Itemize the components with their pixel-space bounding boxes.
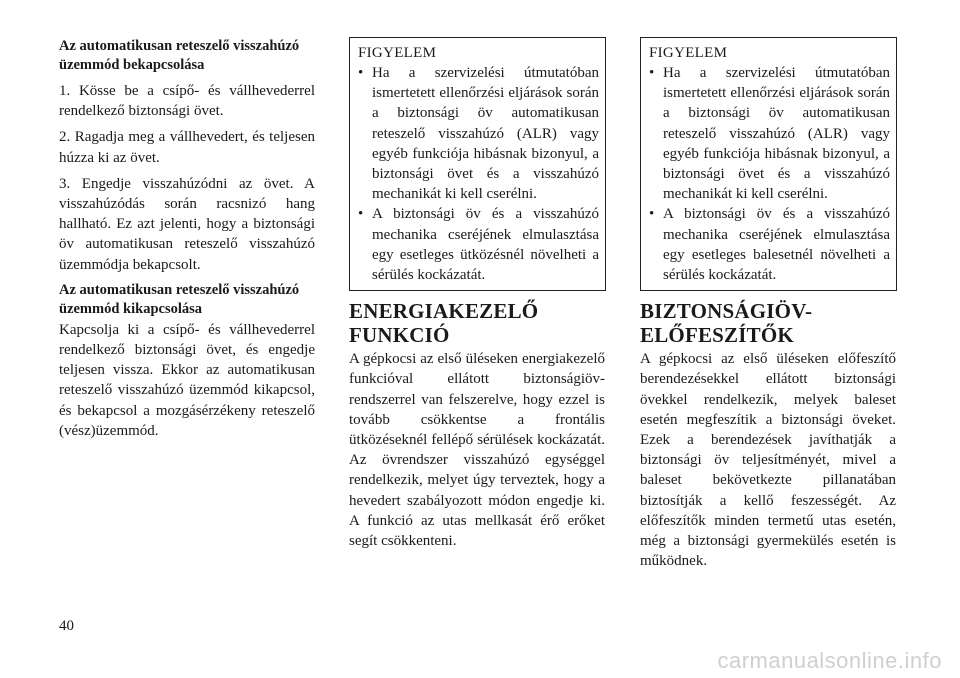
warning-item-text: Ha a szervizelési útmutatóban ismertetett ellenőrzési eljárások során a biztonsági öv automatikusan reteszelő visszahúzó (ALR) vagy egyéb funkciója hibásnak bizonyul, a biztonsági övet és a visszahúzó mechanikát ki kell cserélni. xyxy=(663,65,890,203)
warning-item-text: A biztonsági öv és a visszahúzó mechanika cseréjének elmulasztása egy esetleges balesetnél növelheti a sérülés kockázatát. xyxy=(663,206,890,284)
warning-item xyxy=(358,204,599,285)
section-heading-energy: ENERGIAKEZELŐ FUNKCIÓ xyxy=(349,299,539,348)
bullet: • xyxy=(649,65,655,81)
middle-column xyxy=(349,37,605,557)
warning-item-text: Ha a szervizelési útmutatóban ismertetett ellenőrzési eljárások során a biztonsági öv automatikusan reteszelő visszahúzó (ALR) vagy egyéb funkciója hibásnak bizonyul, a biztonsági övet és a visszahúzó mechanikát ki kell cserélni. xyxy=(372,65,599,203)
section-heading-alr-off: Az automatikusan reteszelő visszahúzó üzemmód kikapcsolása xyxy=(59,281,300,317)
warning-box xyxy=(640,37,897,291)
section-heading-alr-on: Az automatikusan reteszelő visszahúzó üzemmód bekapcsolása xyxy=(59,38,300,73)
step-1: 1. Kösse be a csípő- és vállhevederrel rendelkező biztonsági övet. xyxy=(59,83,315,120)
bullet: • xyxy=(358,206,364,223)
warning-item xyxy=(358,63,599,204)
alr-off-paragraph: Kapcsolja ki a csípő- és vállhevederrel rendelkező biztonsági övet, és engedje teljesen vissza. Ekkor az automatikusan reteszelő visszahúzó üzemmód kikapcsol, és bekapcsol a mozgásérzékeny reteszelő (vész)üzemmód. xyxy=(59,321,315,439)
warning-list xyxy=(358,63,599,285)
warning-item xyxy=(649,63,890,204)
step-3: 3. Engedje visszahúzódni az övet. A visszahúzódás során racsnizó hang hallható. Ez azt jelenti, hogy a biztonsági öv automatikusan reteszelő visszahúzó üzemmódja bekapcsolt. xyxy=(59,175,315,273)
bullet: • xyxy=(358,65,364,81)
warning-item-text: A biztonsági öv és a visszahúzó mechanika cseréjének elmulasztása egy esetleges ütközésnél növelheti a sérülés kockázatát. xyxy=(372,206,599,284)
warning-box xyxy=(349,37,606,291)
left-column xyxy=(59,37,315,447)
warning-title: FIGYELEM xyxy=(649,45,728,61)
step-2: 2. Ragadja meg a vállhevedert, és teljesen húzza ki az övet. xyxy=(59,129,315,166)
warning-list xyxy=(649,63,890,285)
watermark: carmanualsonline.info xyxy=(717,648,942,673)
warning-title: FIGYELEM xyxy=(358,45,437,61)
page-number: 40 xyxy=(59,618,74,634)
bullet: • xyxy=(649,206,655,223)
right-column xyxy=(640,37,896,577)
section-heading-pretensioners: BIZTONSÁGIÖV-ELŐFESZÍTŐK xyxy=(640,299,813,348)
energy-paragraph: A gépkocsi az első üléseken energiakezelő funkcióval ellátott biztonságiöv-rendszerrel van felszerelve, hogy ezzel is tovább csökkentse a frontális ütközéseknél fellépő sérülések kockázatát. Az övrendszer visszahúzó egységgel rendelkezik, melyet úgy terveztek, hogy a hevedert szabályozott módon engedje ki. A funkció az utas mellkasát érő erőket segít csökkenteni. xyxy=(349,351,605,550)
warning-item xyxy=(649,204,890,285)
pretensioner-paragraph: A gépkocsi az első üléseken előfeszítő berendezésekkel ellátott biztonsági övekkel rendelkezik, melyek baleset esetén megfeszítik a biztonsági öveket. Ezek a berendezések javíthatják a biztonsági öv teljesítményét, mivel a baleset bekövetkezte pillanatában biztosítják a kellő feszességét. Az előfeszítők minden termetű utas esetén, még a biztonsági gyermekülés esetén is működnek. xyxy=(640,351,896,570)
